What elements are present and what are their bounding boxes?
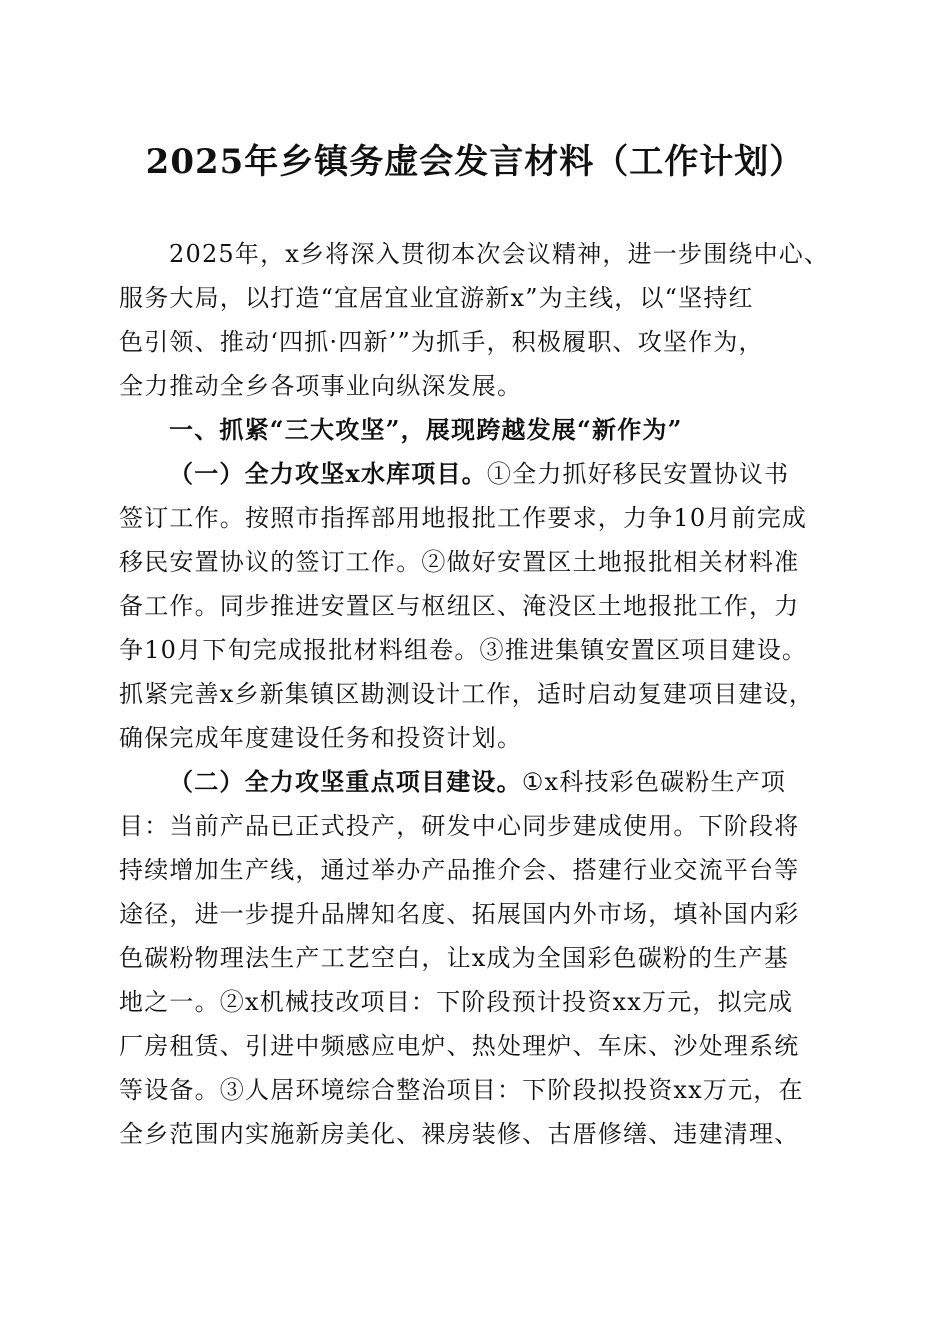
subsection-first-line xyxy=(119,760,839,804)
paragraph-line: 色碳粉物理法生产工艺空白，让x成为全国彩色碳粉的生产基 xyxy=(119,944,789,972)
paragraph-line: 地之一。②x机械技改项目：下阶段预计投资xx万元，拟完成 xyxy=(119,988,794,1016)
paragraph-line: 途径，进一步提升品牌知名度、拓展国内外市场，填补国内彩 xyxy=(119,900,800,928)
paragraph-line: 全乡范围内实施新房美化、裸房装修、古厝修缮、违建清理、 xyxy=(119,1120,800,1148)
paragraph-line: 争10月下旬完成报批材料组卷。③推进集镇安置区项目建设。 xyxy=(119,636,808,664)
subsection-heading: （一）全力攻坚x水库项目。 xyxy=(169,459,487,488)
paragraph-line: 持续增加生产线，通过举办产品推介会、搭建行业交流平台等 xyxy=(119,856,800,884)
intro-line: 全力推动全乡各项事业向纵深发展。 xyxy=(119,372,523,400)
paragraph-line: 抓紧完善x乡新集镇区勘测设计工作，适时启动复建项目建设， xyxy=(119,680,815,708)
paragraph-line: 签订工作。按照市指挥部用地报批工作要求，力争10月前完成 xyxy=(119,504,808,532)
document-title: 2025年乡镇务虚会发言材料（工作计划） xyxy=(145,142,805,182)
paragraph-line: 确保完成年度建设任务和投资计划。 xyxy=(119,724,523,752)
intro-line: 2025年，x乡将深入贯彻本次会议精神，进一步围绕中心、 xyxy=(169,240,830,268)
subsection-heading: （二）全力攻坚重点项目建设。 xyxy=(169,767,522,796)
intro-line: 服务大局，以打造“宜居宜业宜游新x”为主线，以“坚持红 xyxy=(119,284,754,312)
intro-line: 色引领、推动‘四抓·四新’”为抓手，积极履职、攻坚作为， xyxy=(119,328,764,356)
subsection-text: ①全力抓好移民安置协议书 xyxy=(486,460,790,488)
subsection-text: ①x科技彩色碳粉生产项 xyxy=(521,768,787,796)
section-heading: 一、抓紧“三大攻坚”，展现跨越发展“新作为” xyxy=(169,415,683,444)
paragraph-line: 备工作。同步推进安置区与枢纽区、淹没区土地报批工作，力 xyxy=(119,592,800,620)
paragraph-line: 移民安置协议的签订工作。②做好安置区土地报批相关材料准 xyxy=(119,548,800,576)
paragraph-line: 目：当前产品已正式投产，研发中心同步建成使用。下阶段将 xyxy=(119,812,800,840)
subsection-first-line xyxy=(119,452,839,496)
document-body xyxy=(119,232,839,1156)
paragraph-line: 等设备。③人居环境综合整治项目：下阶段拟投资xx万元，在 xyxy=(119,1076,804,1104)
paragraph-line: 厂房租赁、引进中频感应电炉、热处理炉、车床、沙处理系统 xyxy=(119,1032,800,1060)
